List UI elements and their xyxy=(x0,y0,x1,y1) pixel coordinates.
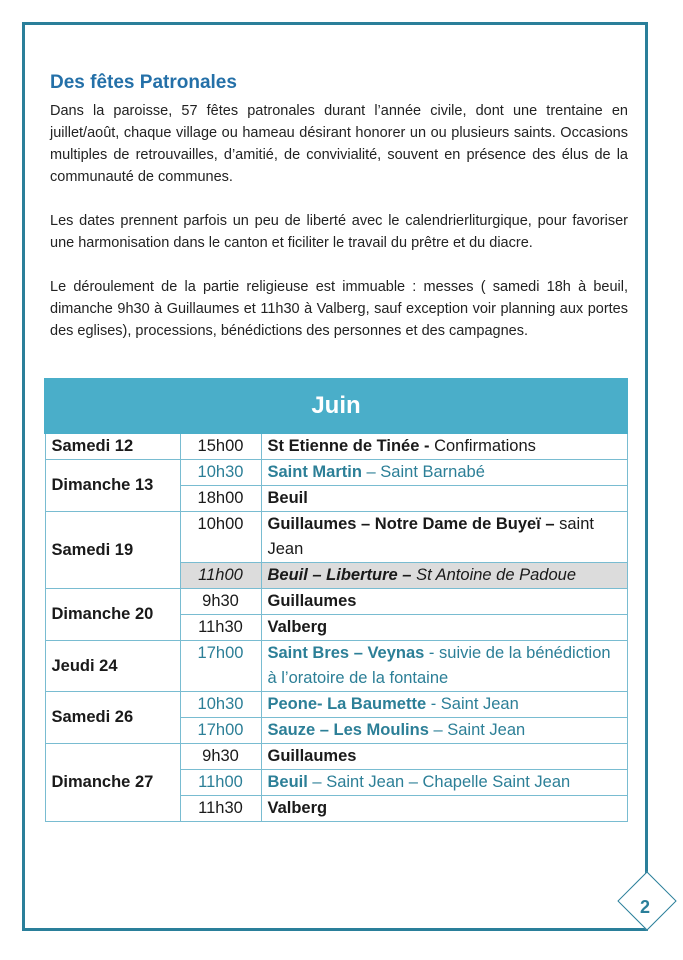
event-place: Sauze – Les Moulins xyxy=(267,721,429,739)
table-row xyxy=(45,641,627,692)
event-detail: Saint Barnabé xyxy=(380,463,485,481)
event-cell xyxy=(261,486,627,512)
event-sep: – xyxy=(540,515,560,533)
event-detail: Saint Jean xyxy=(440,695,519,713)
page-number: 2 xyxy=(640,897,651,917)
paragraph-1: Dans la paroisse, 57 fêtes patronales durant l’année civile, dont une trentaine en juillet/août, chaque village ou hameau désirant honorer un ou plusieurs saints. Occasions multiples de retrouvailles, d’amitié, de convivialité, souvent en présence des élus de la communauté de communes. xyxy=(50,103,628,185)
day-cell: Samedi 26 xyxy=(45,692,180,744)
table-row xyxy=(45,692,627,718)
event-place: Guillaumes xyxy=(267,592,357,610)
event-sep: – xyxy=(307,773,327,791)
event-detail: suivie de la bénédiction à l’oratoire de la fontaine xyxy=(267,644,611,687)
time-cell: 11h30 xyxy=(180,796,261,822)
event-place: Saint Martin xyxy=(267,463,362,481)
time-cell: 11h00 xyxy=(180,770,261,796)
event-cell xyxy=(261,563,627,589)
event-place: Guillaumes xyxy=(267,747,357,765)
month-header: Juin xyxy=(45,379,627,433)
event-cell xyxy=(261,512,627,563)
day-cell: Samedi 19 xyxy=(45,512,180,589)
table-row xyxy=(45,460,627,486)
time-cell: 18h00 xyxy=(180,486,261,512)
event-place: St Etienne de Tinée xyxy=(267,437,420,455)
time-cell: 10h30 xyxy=(180,460,261,486)
table-row xyxy=(45,744,627,770)
event-place: Beuil – Liberture xyxy=(267,566,398,584)
table-row xyxy=(45,512,627,563)
event-place: Peone- La Baumette xyxy=(267,695,427,713)
day-cell: Jeudi 24 xyxy=(45,641,180,692)
event-detail: saint Jean xyxy=(267,515,594,558)
time-cell: 10h00 xyxy=(180,512,261,563)
intro-section xyxy=(50,72,628,364)
event-cell xyxy=(261,641,627,692)
time-cell: 11h30 xyxy=(180,615,261,641)
event-detail: St Antoine de Padoue xyxy=(416,566,576,584)
event-cell xyxy=(261,770,627,796)
time-cell: 17h00 xyxy=(180,718,261,744)
june-schedule-table xyxy=(44,378,628,822)
event-cell xyxy=(261,692,627,718)
day-cell: Dimanche 13 xyxy=(45,460,180,512)
event-sep: - xyxy=(426,695,441,713)
event-place: Beuil xyxy=(267,773,308,791)
section-title: Des fêtes Patronales xyxy=(50,72,237,93)
event-detail: Saint Jean – Chapelle Saint Jean xyxy=(326,773,571,791)
table-row xyxy=(45,433,627,460)
event-place: Beuil xyxy=(267,489,308,507)
event-place: Guillaumes – Notre Dame de Buyeï xyxy=(267,515,541,533)
day-cell: Samedi 12 xyxy=(45,433,180,460)
event-cell xyxy=(261,433,627,460)
event-sep: – xyxy=(397,566,417,584)
paragraph-2: Les dates prennent parfois un peu de liberté avec le calendrierliturgique, pour favoriser une harmonisation dans le canton et ficiliter le travail du prêtre et du diacre. xyxy=(50,213,628,251)
event-detail: Saint Jean xyxy=(447,721,526,739)
event-sep: – xyxy=(428,721,448,739)
event-cell xyxy=(261,718,627,744)
day-cell: Dimanche 27 xyxy=(45,744,180,822)
table-row xyxy=(45,589,627,615)
day-cell: Dimanche 20 xyxy=(45,589,180,641)
event-sep: - xyxy=(419,437,435,455)
time-cell: 11h00 xyxy=(180,563,261,589)
event-cell xyxy=(261,460,627,486)
time-cell: 17h00 xyxy=(180,641,261,692)
time-cell: 9h30 xyxy=(180,744,261,770)
event-sep: - xyxy=(424,644,440,662)
paragraph-3: Le déroulement de la partie religieuse est immuable : messes ( samedi 18h à beuil, dimanche 9h30 à Guillaumes et 11h30 à Valberg, sauf exception voir planning aux portes des eglises), processions, bénédictions des personnes et des campagnes. xyxy=(50,279,628,339)
event-place: Valberg xyxy=(267,799,328,817)
time-cell: 10h30 xyxy=(180,692,261,718)
event-cell xyxy=(261,796,627,822)
event-place: Saint Bres – Veynas xyxy=(267,644,425,662)
event-detail: Confirmations xyxy=(434,437,536,455)
event-place: Valberg xyxy=(267,618,328,636)
event-cell xyxy=(261,615,627,641)
time-cell: 9h30 xyxy=(180,589,261,615)
event-cell xyxy=(261,744,627,770)
time-cell: 15h00 xyxy=(180,433,261,460)
event-cell xyxy=(261,589,627,615)
event-sep: – xyxy=(361,463,381,481)
